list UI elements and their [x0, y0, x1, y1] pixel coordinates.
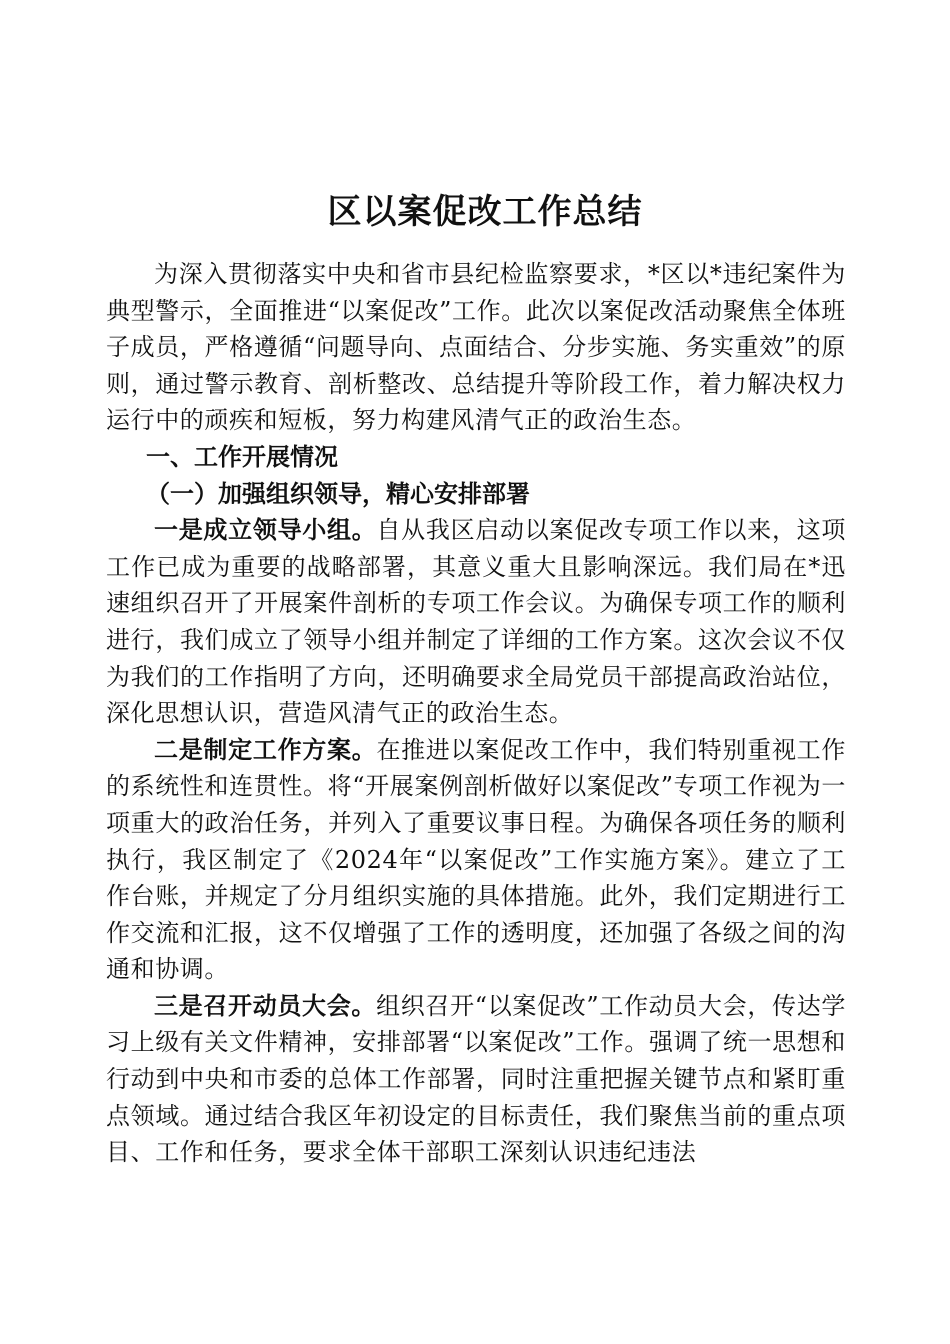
paragraph-item-3 — [106, 988, 846, 1171]
paragraph-lead: 三是召开动员大会。 — [154, 991, 377, 1020]
paragraph-text: 组织召开“以案促改”工作动员大会，传达学习上级有关文件精神，安排部署“以案促改”工作。强调了统一思想和行动到中央和市委的总体工作部署，同时注重把握关键节点和紧盯重点领域。通过结合我区年初设定的目标责任，我们聚焦当前的重点项目、工作和任务，要求全体干部职工深刻认识违纪违法 — [106, 991, 846, 1167]
document-title: 区以案促改工作总结 — [327, 192, 643, 232]
section-heading: 一、工作开展情况 — [146, 442, 338, 471]
paragraph-item-1 — [106, 512, 846, 732]
paragraph-text: 自从我区启动以案促改专项工作以来，这项工作已成为重要的战略部署，其意义重大且影响深远。我们局在*迅速组织召开了开展案件剖析的专项工作会议。为确保专项工作的顺利进行，我们成立了领导小组并制定了详细的工作方案。这次会议不仅为我们的工作指明了方向，还明确要求全局党员干部提高政治站位，深化思想认识，营造风清气正的政治生态。 — [106, 516, 846, 728]
paragraph-lead: 一是成立领导小组。 — [154, 516, 377, 545]
intro-paragraph: 为深入贯彻落实中央和省市县纪检监察要求，*区以*违纪案件为典型警示，全面推进“以案促改”工作。此次以案促改活动聚焦全体班子成员，严格遵循“问题导向、点面结合、分步实施、务实重效”的原则，通过警示教育、剖析整改、总结提升等阶段工作，着力解决权力运行中的顽疾和短板，努力构建风清气正的政治生态。 — [106, 260, 846, 435]
paragraph-lead: 二是制定工作方案。 — [154, 735, 377, 764]
paragraph-text: 在推进以案促改工作中，我们特别重视工作的系统性和连贯性。将“开展案例剖析做好以案促改”专项工作视为一项重大的政治任务，并列入了重要议事日程。为确保各项任务的顺利执行，我区制定了《2024年“以案促改”工作实施方案》。建立了工作台账，并规定了分月组织实施的具体措施。此外，我们定期进行工作交流和汇报，这不仅增强了工作的透明度，还加强了各级之间的沟通和协调。 — [106, 735, 846, 984]
document-body — [106, 256, 846, 1171]
subsection-heading: （一）加强组织领导，精心安排部署 — [146, 478, 530, 508]
paragraph-item-2 — [106, 732, 846, 988]
